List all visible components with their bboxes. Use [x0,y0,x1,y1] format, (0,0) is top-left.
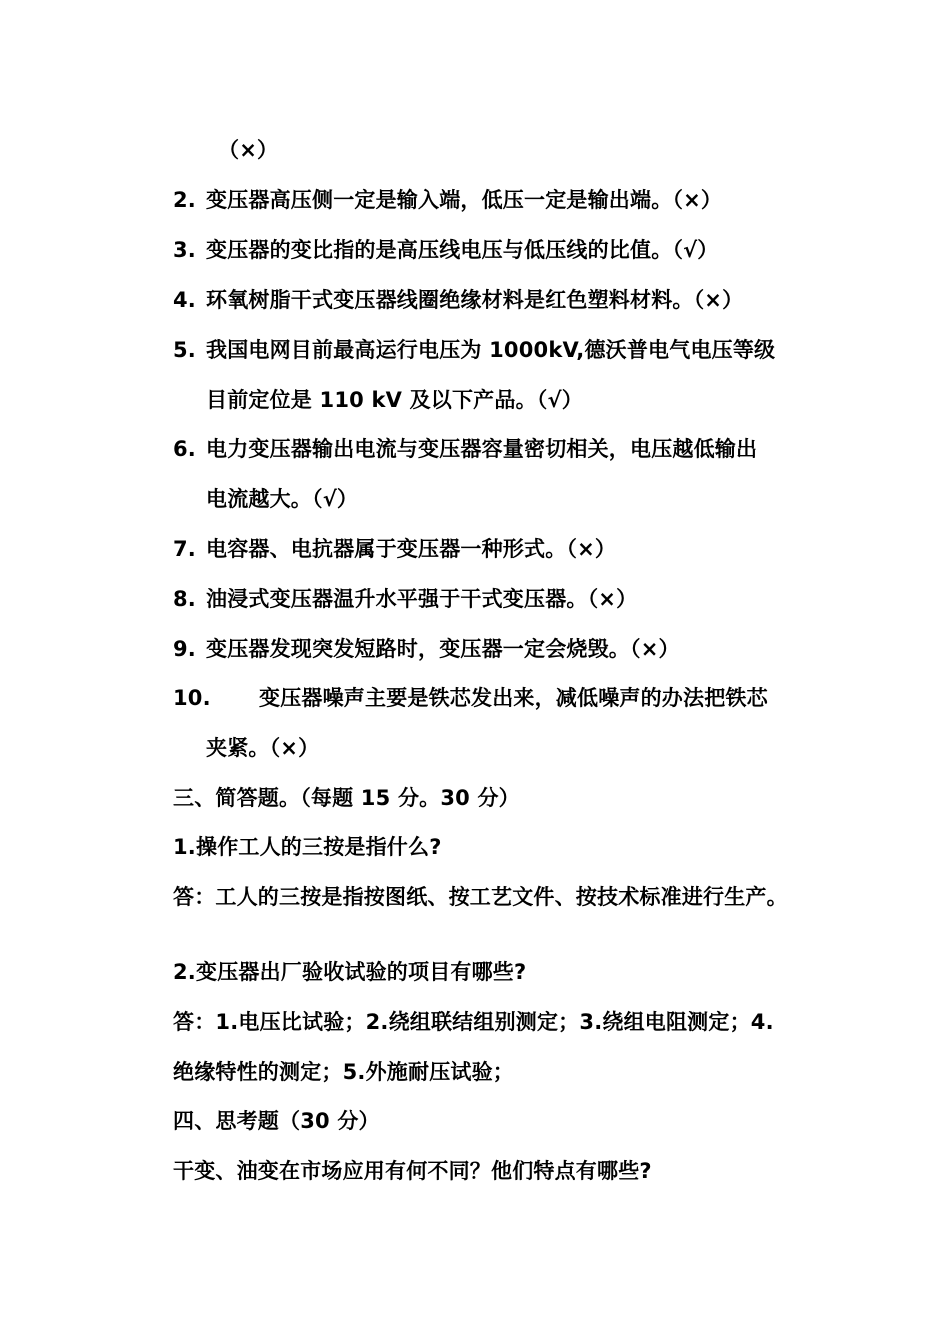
item-number: 4. [173,288,196,312]
judgement-item-5-cont [206,385,583,415]
item1-continuation [218,135,278,165]
judgement-item-10-cont [206,733,319,763]
item-text: 变压器高压侧一定是输入端，低压一定是输出端。（×） [206,188,723,212]
short-answer-question-1 [173,832,442,862]
section-title: 四、思考题（30 分） [173,1109,380,1133]
item-text: 夹紧。（×） [206,736,320,760]
item-number: 9. [173,637,196,661]
item-text: 环氧树脂干式变压器线圈绝缘材料是红色塑料材料。（×） [206,288,744,312]
item-number: 3. [173,238,196,262]
judgement-item-6 [173,434,757,464]
judgement-item-8 [173,584,637,614]
short-answer-question-2 [173,957,526,987]
item-text: 变压器的变比指的是高压线电压与低压线的比值。（√） [206,238,719,262]
item-text: 电容器、电抗器属于变压器一种形式。（×） [206,537,617,561]
judgement-item-10 [173,683,768,713]
answer-text: 绝缘特性的测定；5.外施耐压试验； [173,1060,514,1084]
question-text: 1.操作工人的三按是指什么? [173,835,442,859]
short-answer-answer-2 [173,1007,774,1037]
item-number: 7. [173,537,196,561]
judgement-item-4 [173,285,743,315]
item-text: 电流越大。（√） [206,487,359,511]
answer-text: 答：1.电压比试验；2.绕组联结组别测定；3.绕组电阻测定；4. [173,1010,774,1034]
judgement-item-7 [173,534,616,564]
item-number: 5. [173,338,196,362]
section-title: 三、简答题。（每题 15 分。30 分） [173,786,520,810]
judgement-item-6-cont [206,484,358,514]
item-text: 油浸式变压器温升水平强于干式变压器。（×） [206,587,638,611]
answer-text: 答：工人的三按是指按图纸、按工艺文件、按技术标准进行生产。 [173,885,788,909]
section-heading-short-answer [173,783,520,813]
item-text: 目前定位是 110 kV 及以下产品。（√） [206,388,583,412]
question-text: 干变、油变在市场应用有何不同？他们特点有哪些? [173,1159,652,1183]
item-text: 我国电网目前最高运行电压为 1000kV,德沃普电气电压等级 [206,338,776,362]
short-answer-answer-2-cont [173,1057,514,1087]
thinking-question [173,1156,652,1186]
item-text: 变压器噪声主要是铁芯发出来，减低噪声的办法把铁芯 [259,686,768,710]
judgement-item-2 [173,185,722,215]
item-text: 电力变压器输出电流与变压器容量密切相关，电压越低输出 [206,437,758,461]
question-text: 2.变压器出厂验收试验的项目有哪些? [173,960,527,984]
item-text: 变压器发现突发短路时，变压器一定会烧毁。（×） [206,637,680,661]
item-number: 10. [173,686,211,710]
judgement-item-5 [173,335,775,365]
item-number: 2. [173,188,196,212]
section-heading-thinking [173,1106,380,1136]
item-number: 6. [173,437,196,461]
short-answer-answer-1 [173,882,788,912]
judgement-item-3 [173,235,719,265]
judgement-item-9 [173,634,680,664]
item-number: 8. [173,587,196,611]
item1-answer: （×） [218,138,279,162]
